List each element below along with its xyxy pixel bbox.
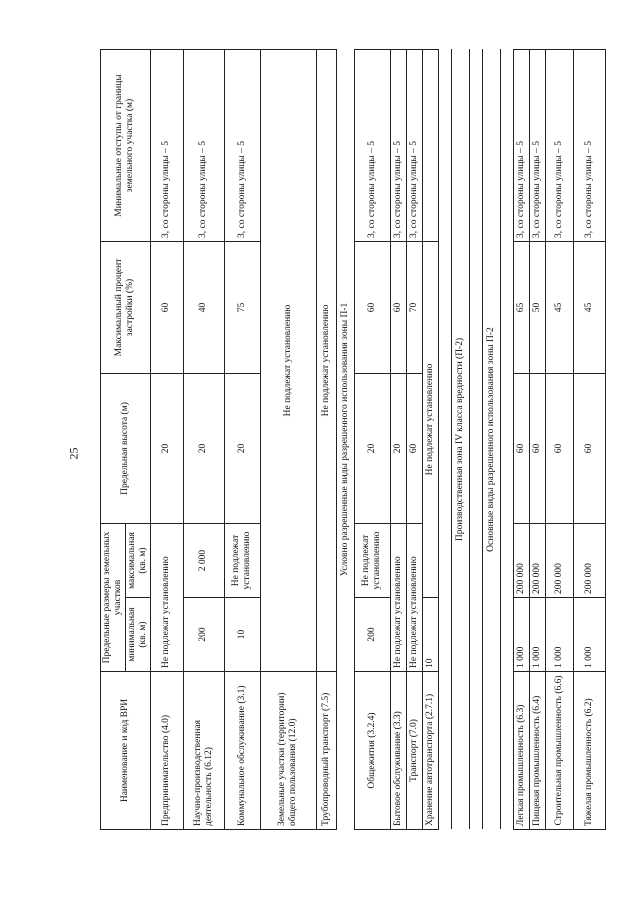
- section-heading-p2: Основные виды разрешенного использования зоны П-2: [482, 50, 500, 830]
- row-percent: 45: [545, 242, 573, 374]
- row-height: 20: [183, 374, 224, 524]
- row-setback-empty: [422, 50, 438, 242]
- row-max: 200 000: [573, 524, 605, 598]
- row-setback: 3, со стороны улицы – 5: [224, 50, 260, 242]
- table-row: [513, 50, 529, 830]
- row-min: 200: [183, 598, 224, 672]
- table-row: [354, 50, 390, 830]
- row-setback: 3, со стороны улицы – 5: [406, 50, 422, 242]
- row-name: Бытовое обслуживание (3.3): [390, 672, 406, 830]
- row-max: Не подлежат установлению: [224, 524, 260, 598]
- row-min: 1 000: [513, 598, 529, 672]
- row-name: Тяжелая промышленность (6.2): [573, 672, 605, 830]
- row-max: 200 000: [545, 524, 573, 598]
- rotated-table-wrapper: [100, 50, 594, 830]
- row-height: 60: [513, 374, 529, 524]
- row-merged: Не подлежат установлению: [316, 50, 336, 672]
- header-height: Предельная высота (м): [101, 374, 151, 524]
- row-setback: 3, со стороны улицы – 5: [390, 50, 406, 242]
- row-height: 20: [390, 374, 406, 524]
- row-name: Общежития (3.2.4): [354, 672, 390, 830]
- row-min: 10: [224, 598, 260, 672]
- row-name: Легкая промышленность (6.3): [513, 672, 529, 830]
- table-row: [224, 50, 260, 830]
- row-height: 60: [529, 374, 545, 524]
- row-max: Не подлежат установлению: [354, 524, 390, 598]
- row-percent: 60: [354, 242, 390, 374]
- row-setback: 3, со стороны улицы – 5: [573, 50, 605, 242]
- row-min: 1 000: [573, 598, 605, 672]
- spacer-row: [438, 50, 451, 830]
- table-row: [183, 50, 224, 830]
- row-min: 10: [422, 598, 438, 672]
- section-heading-p1: Условно разрешенные виды разрешенного использования зоны П-1: [336, 50, 354, 830]
- row-name: Пищевая промышленность (6.4): [529, 672, 545, 830]
- header-setbacks: Минимальные отступы от границы земельного участка (м): [101, 50, 151, 242]
- section-heading-row: [336, 50, 354, 830]
- table-row: [406, 50, 422, 830]
- row-max: 200 000: [513, 524, 529, 598]
- row-max: 2 000: [183, 524, 224, 598]
- header-plot-sizes: Предельные размеры земельных участков: [101, 524, 126, 672]
- spacer-row: [500, 50, 513, 830]
- row-name: Хранение автотранспорта (2.7.1): [422, 672, 438, 830]
- row-min: 1 000: [529, 598, 545, 672]
- row-setback: 3, со стороны улицы – 5: [354, 50, 390, 242]
- page-number: 25: [66, 447, 81, 460]
- row-height: 20: [224, 374, 260, 524]
- table-row: [422, 50, 438, 830]
- table-row: [390, 50, 406, 830]
- section-heading-row: [482, 50, 500, 830]
- zoning-table: [100, 49, 606, 830]
- row-height: 60: [406, 374, 422, 524]
- row-merged: Не подлежат установлению: [406, 524, 422, 672]
- header-max: максимальная (кв. м): [125, 524, 150, 598]
- row-name: Земельные участки (территории) общего пользования (12.0): [260, 672, 316, 830]
- row-name: Коммунальное обслуживание (3.1): [224, 672, 260, 830]
- row-name: Научно-производственная деятельность (6.12): [183, 672, 224, 830]
- row-setback: 3, со стороны улицы – 5: [513, 50, 529, 242]
- table-row: [529, 50, 545, 830]
- row-percent: 65: [513, 242, 529, 374]
- header-min: минимальная (кв. м): [125, 598, 150, 672]
- row-merged: Не подлежат установлению: [150, 524, 183, 672]
- row-setback: 3, со стороны улицы – 5: [183, 50, 224, 242]
- row-name: Транспорт (7.0): [406, 672, 422, 830]
- table-row: [545, 50, 573, 830]
- row-merged: Не подлежат установлению: [260, 50, 316, 672]
- row-percent: 60: [150, 242, 183, 374]
- row-percent: 70: [406, 242, 422, 374]
- row-height: 20: [354, 374, 390, 524]
- row-max: 200 000: [529, 524, 545, 598]
- table-row: [260, 50, 316, 830]
- spacer-row: [469, 50, 482, 830]
- header-percent: Максимальный процент застройки (%): [101, 242, 151, 374]
- row-percent: 40: [183, 242, 224, 374]
- zone-heading-row: [451, 50, 469, 830]
- row-name: Трубопроводный транспорт (7.5): [316, 672, 336, 830]
- row-percent: 45: [573, 242, 605, 374]
- row-height: 60: [545, 374, 573, 524]
- row-percent: 50: [529, 242, 545, 374]
- row-min: 200: [354, 598, 390, 672]
- table-row: [573, 50, 605, 830]
- row-height: 60: [573, 374, 605, 524]
- row-percent: 75: [224, 242, 260, 374]
- row-setback: 3, со стороны улицы – 5: [545, 50, 573, 242]
- row-height: 20: [150, 374, 183, 524]
- row-merged: Не подлежат установлению: [390, 524, 406, 672]
- row-percent: 60: [390, 242, 406, 374]
- row-name: Строительная промышленность (6.6): [545, 672, 573, 830]
- table-row: [150, 50, 183, 830]
- table-row: [316, 50, 336, 830]
- row-name: Предпринимательство (4.0): [150, 672, 183, 830]
- row-setback: 3, со стороны улицы – 5: [529, 50, 545, 242]
- zone-heading-p2: Производственная зона IV класса вредности (П-2): [451, 50, 469, 830]
- row-min: 1 000: [545, 598, 573, 672]
- row-merged: Не подлежат установлению: [422, 242, 438, 598]
- row-setback: 3, со стороны улицы – 5: [150, 50, 183, 242]
- header-name: Наименование и код ВРИ: [101, 672, 151, 830]
